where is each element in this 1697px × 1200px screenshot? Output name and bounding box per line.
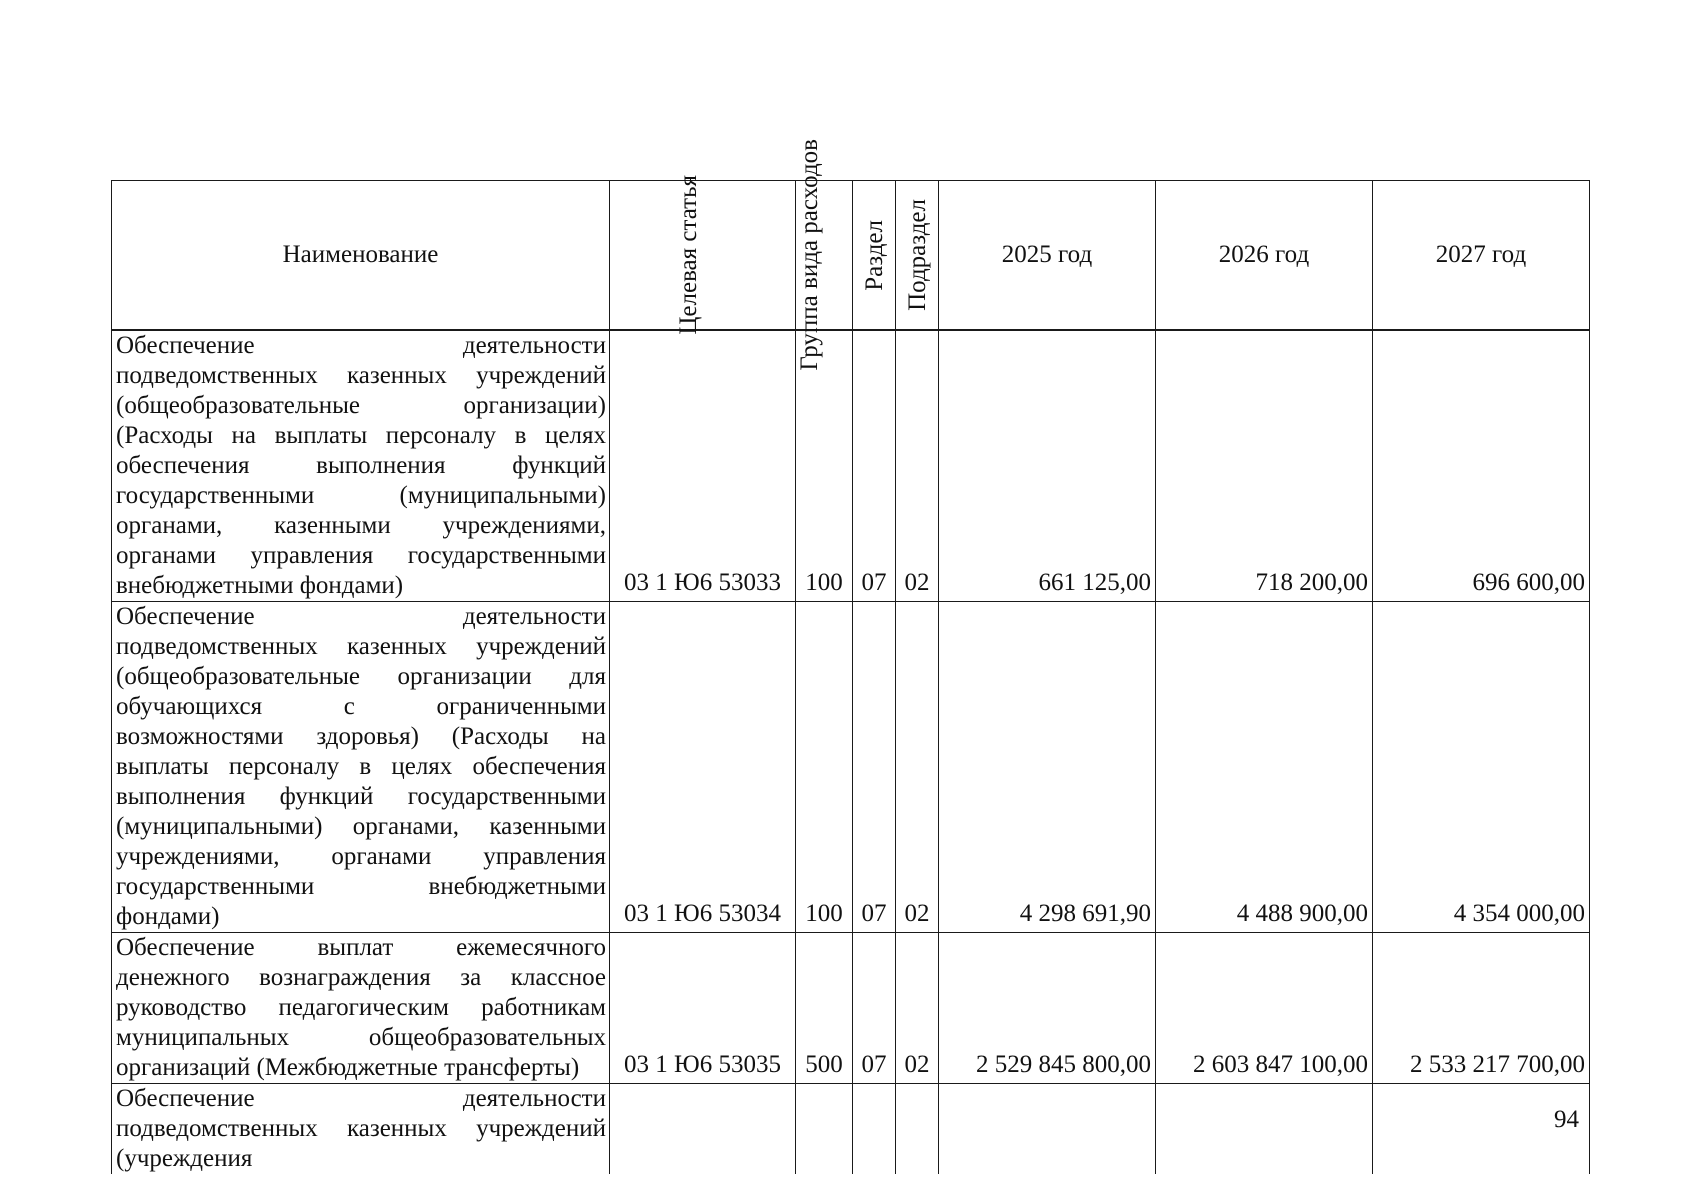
budget-table	[111, 139, 1590, 1174]
row-amount-2025	[939, 1084, 1156, 1175]
header-2027: 2027 год	[1373, 181, 1590, 331]
header-section	[853, 181, 896, 331]
row-subsection: 02	[896, 933, 939, 1084]
row-expense-group: 100	[796, 330, 853, 602]
row-expense-group	[796, 1084, 853, 1175]
row-name: Обеспечение деятельности подведомственных казенных учреждений (общеобразовательные организации) (Расходы на выплаты персоналу в целях обеспечения выполнения функций государственными (муниципальными) органами, казенными учреждениями, органами управления государственными внебюджетными фондами)	[112, 330, 610, 602]
table-row	[112, 1084, 1590, 1175]
row-name: Обеспечение деятельности подведомственных казенных учреждений (общеобразовательные организации для обучающихся с ограниченными возможностями здоровья) (Расходы на выплаты персоналу в целях обеспечения выполнения функций государственными (муниципальными) органами, казенными учреждениями, органами управления государственными внебюджетными фондами)	[112, 602, 610, 933]
header-name: Наименование	[112, 181, 610, 331]
row-section: 07	[853, 933, 896, 1084]
header-2025: 2025 год	[939, 181, 1156, 331]
row-subsection	[896, 1084, 939, 1175]
row-name: Обеспечение выплат ежемесячного денежного вознаграждения за классное руководство педагогическим работникам муниципальных общеобразовательных организаций (Межбюджетные трансферты)	[112, 933, 610, 1084]
row-target-article: 03 1 Ю6 53033	[610, 330, 796, 602]
table-row	[112, 330, 1590, 602]
row-amount-2027: 696 600,00	[1373, 330, 1590, 602]
header-target-article-label: Целевая статья	[674, 175, 702, 335]
row-target-article	[610, 1084, 796, 1175]
row-name: Обеспечение деятельности подведомственных казенных учреждений (учреждения	[112, 1084, 610, 1175]
row-amount-2026: 718 200,00	[1156, 330, 1373, 602]
row-section	[853, 1084, 896, 1175]
row-amount-2025: 2 529 845 800,00	[939, 933, 1156, 1084]
row-subsection: 02	[896, 602, 939, 933]
row-amount-2025: 661 125,00	[939, 330, 1156, 602]
row-target-article: 03 1 Ю6 53034	[610, 602, 796, 933]
header-subsection-label: Подраздел	[903, 199, 931, 311]
header-expense-group	[796, 139, 853, 371]
row-amount-2026: 4 488 900,00	[1156, 602, 1373, 933]
header-subsection	[896, 181, 939, 331]
header-2026: 2026 год	[1156, 181, 1373, 331]
header-target-article	[610, 175, 796, 335]
table-row	[112, 933, 1590, 1084]
table-header-row	[112, 181, 1590, 331]
row-amount-2025: 4 298 691,90	[939, 602, 1156, 933]
page-number: 94	[1554, 1106, 1579, 1133]
row-section: 07	[853, 602, 896, 933]
row-section: 07	[853, 330, 896, 602]
row-amount-2026	[1156, 1084, 1373, 1175]
row-target-article: 03 1 Ю6 53035	[610, 933, 796, 1084]
table-row	[112, 602, 1590, 933]
row-amount-2027: 4 354 000,00	[1373, 602, 1590, 933]
header-expense-group-label: Группа вида расходов	[796, 139, 823, 371]
row-expense-group: 100	[796, 602, 853, 933]
row-expense-group: 500	[796, 933, 853, 1084]
header-section-label: Раздел	[860, 219, 888, 291]
row-subsection: 02	[896, 330, 939, 602]
row-amount-2027: 2 533 217 700,00	[1373, 933, 1590, 1084]
row-amount-2026: 2 603 847 100,00	[1156, 933, 1373, 1084]
